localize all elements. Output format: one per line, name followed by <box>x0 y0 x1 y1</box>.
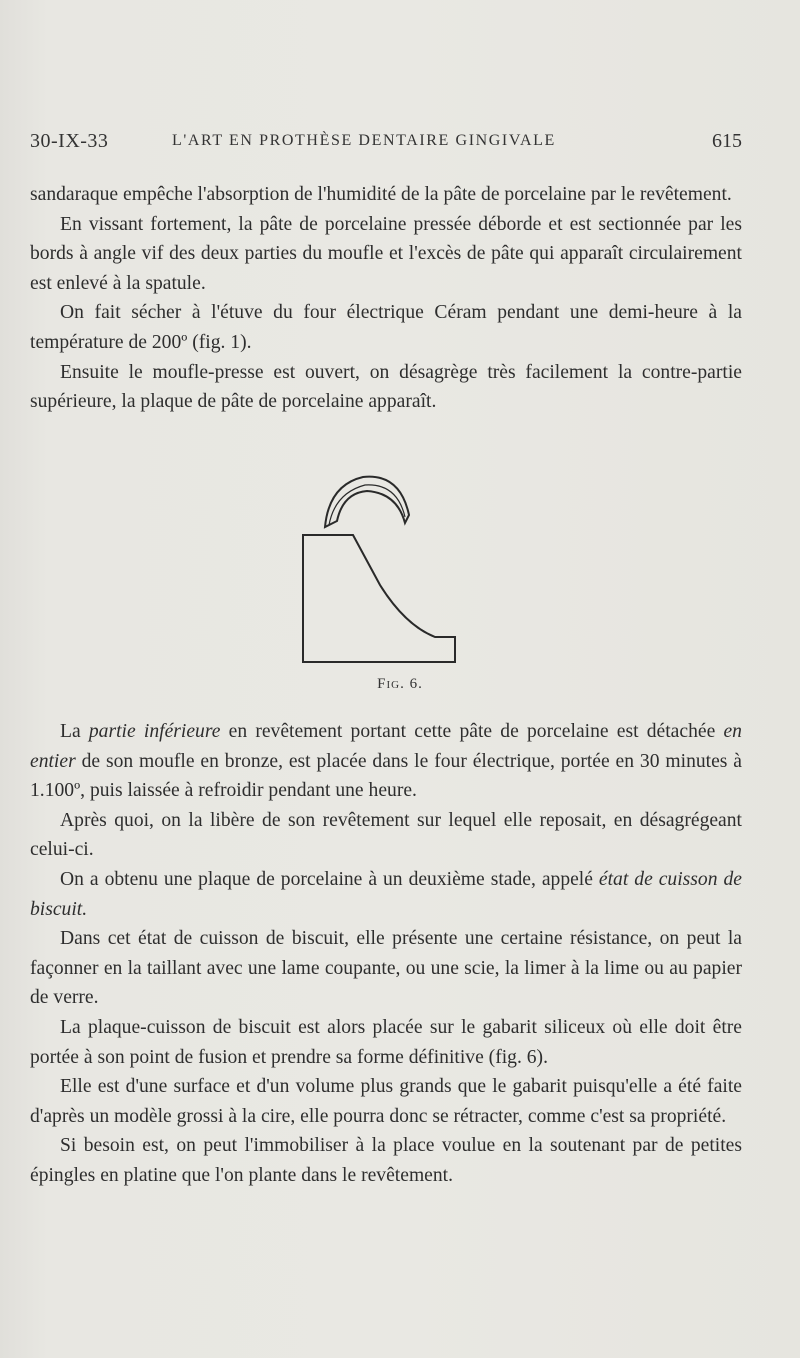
mold-outline <box>303 535 455 662</box>
text-run: On a obtenu une plaque de porcelaine à un deuxième stade, appelé <box>60 868 599 890</box>
paragraph: sandaraque empêche l'absorption de l'humidité de la pâte de porcelaine par le revêtement. <box>30 184 732 205</box>
italic-text: en entier <box>30 721 742 772</box>
paragraph: En vissant fortement, la pâte de porcelaine pressée déborde et est sectionnée par les bords à angle vif des deux parties du moufle et l'excès de pâte qui apparaît circulairement est enlevé à la spatule. <box>30 213 742 294</box>
italic-text: état de cuisson de biscuit. <box>30 868 742 920</box>
figure-6-drawing <box>285 465 465 665</box>
header-date: 30-IX-33 <box>30 130 109 152</box>
paragraph <box>30 717 742 806</box>
caption-text: Fig. 6. <box>377 676 423 692</box>
paragraph <box>30 865 742 924</box>
italic-text: partie inférieure <box>88 721 221 742</box>
paragraph: Après quoi, on la libère de son revêtement sur lequel elle reposait, en désagrégeant celui-ci. <box>30 809 742 861</box>
text-block-lower <box>30 717 742 1191</box>
header-title: L'ART EN PROTHÈSE DENTAIRE GINGIVALE <box>172 132 556 149</box>
paragraph: Dans cet état de cuisson de biscuit, elle présente une certaine résistance, on peut la façonner en la taillant avec une lame coupante, ou une scie, la limer à la lime ou au papier de verre. <box>30 928 742 1009</box>
paragraph: Ensuite le moufle-presse est ouvert, on désagrège très facilement la contre-partie supérieure, la plaque de pâte de porcelaine apparaît. <box>30 361 742 413</box>
text-block-upper <box>30 180 742 417</box>
running-header <box>30 130 742 164</box>
header-page-number: 615 <box>712 130 742 152</box>
paragraph: La plaque-cuisson de biscuit est alors placée sur le gabarit siliceux où elle doit être portée à son point de fusion et prendre sa forme définitive (fig. 6). <box>30 1016 742 1068</box>
paragraph: Elle est d'une surface et d'un volume plus grands que le gabarit puisqu'elle a été faite d'après un modèle grossi à la cire, elle pourra donc se rétracter, comme c'est sa propriété. <box>30 1076 742 1127</box>
slope-line <box>353 535 435 637</box>
text-run: en revêtement portant cette pâte de porcelaine est détachée <box>220 721 724 742</box>
paragraph: On fait sécher à l'étuve du four électrique Céram pendant une demi-heure à la température de 200º (fig. 1). <box>30 302 742 353</box>
text-run: La <box>60 721 89 742</box>
text-run: de son moufle en bronze, est placée dans le four électrique, portée en 30 minutes à 1.100º, puis laissée à refroidir pendant une heure. <box>30 750 742 802</box>
figure-caption <box>0 676 800 693</box>
paragraph: Si besoin est, on peut l'immobiliser à la place voulue en la soutenant par de petites épingles en platine que l'on plante dans le revêtement. <box>30 1135 742 1186</box>
plate-outline <box>325 477 409 527</box>
